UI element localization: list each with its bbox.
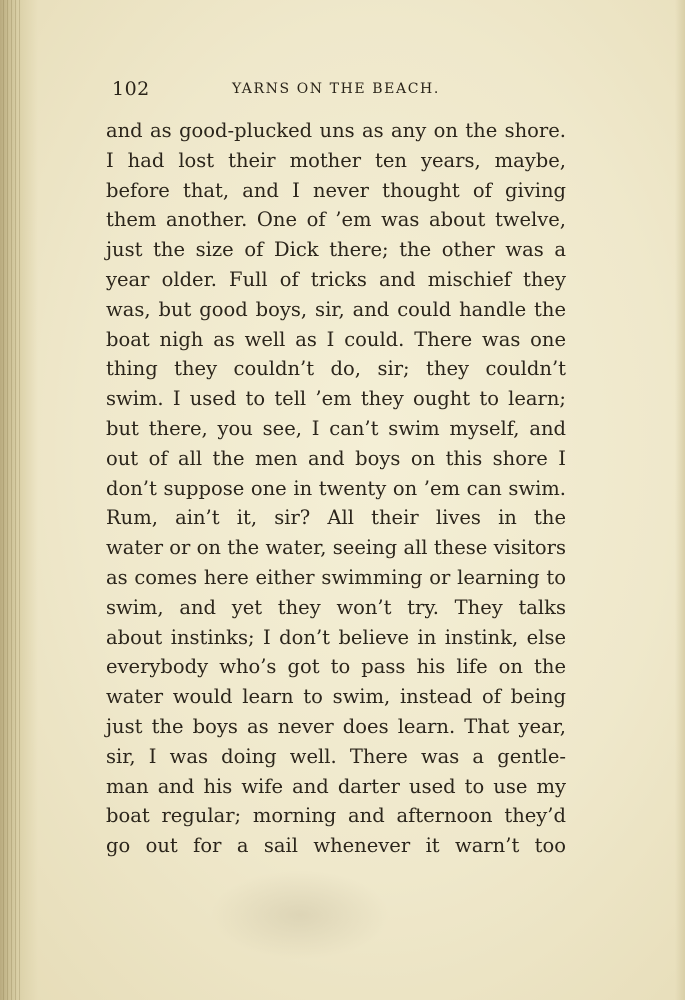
text-line: sir, I was doing well. There was a gentle- (106, 744, 566, 768)
text-line: before that, and I never thought of giving (106, 178, 566, 202)
text-line: swim, and yet they won’t try. They talks (106, 595, 566, 619)
text-line: boat regular; morning and afternoon they’d (106, 804, 566, 828)
page-right-edge (675, 0, 685, 1000)
body-text (106, 116, 566, 861)
text-line: don’t suppose one in twenty on ’em can swim. (106, 476, 566, 500)
text-line: everybody who’s got to pass his life on the (106, 655, 566, 679)
text-line: boat nigh as well as I could. There was one (106, 327, 566, 351)
text-line: water would learn to swim, instead of being (106, 685, 566, 709)
running-title: YARNS ON THE BEACH. (232, 81, 440, 97)
text-line: swim. I used to tell ’em they ought to learn; (106, 387, 566, 411)
text-line: go out for a sail whenever it warn’t too (106, 834, 566, 858)
text-line: just the boys as never does learn. That year, (106, 714, 566, 738)
text-line: water or on the water, seeing all these visitors (106, 536, 566, 560)
page-header (112, 78, 564, 108)
paper-stain (210, 870, 390, 960)
text-line: and as good-plucked uns as any on the shore. (106, 119, 566, 142)
text-line: was, but good boys, sir, and could handle the (106, 297, 566, 321)
text-line: about instinks; I don’t believe in instink, else (106, 625, 566, 649)
text-line: out of all the men and boys on this shore I (106, 446, 566, 470)
text-line: year older. Full of tricks and mischief they (106, 267, 566, 291)
binding-edge-texture (3, 0, 21, 1000)
text-line: Rum, ain’t it, sir? All their lives in the (106, 506, 566, 530)
text-line: just the size of Dick there; the other was a (106, 238, 566, 262)
page-number: 102 (112, 78, 150, 100)
text-line: but there, you see, I can’t swim myself, and (106, 416, 566, 440)
text-line: thing they couldn’t do, sir; they couldn’t (106, 357, 566, 381)
text-line: I had lost their mother ten years, maybe, (106, 148, 566, 172)
text-line: as comes here either swimming or learning to (106, 565, 566, 589)
text-line: them another. One of ’em was about twelve, (106, 208, 566, 232)
text-line: man and his wife and darter used to use my (106, 774, 566, 798)
